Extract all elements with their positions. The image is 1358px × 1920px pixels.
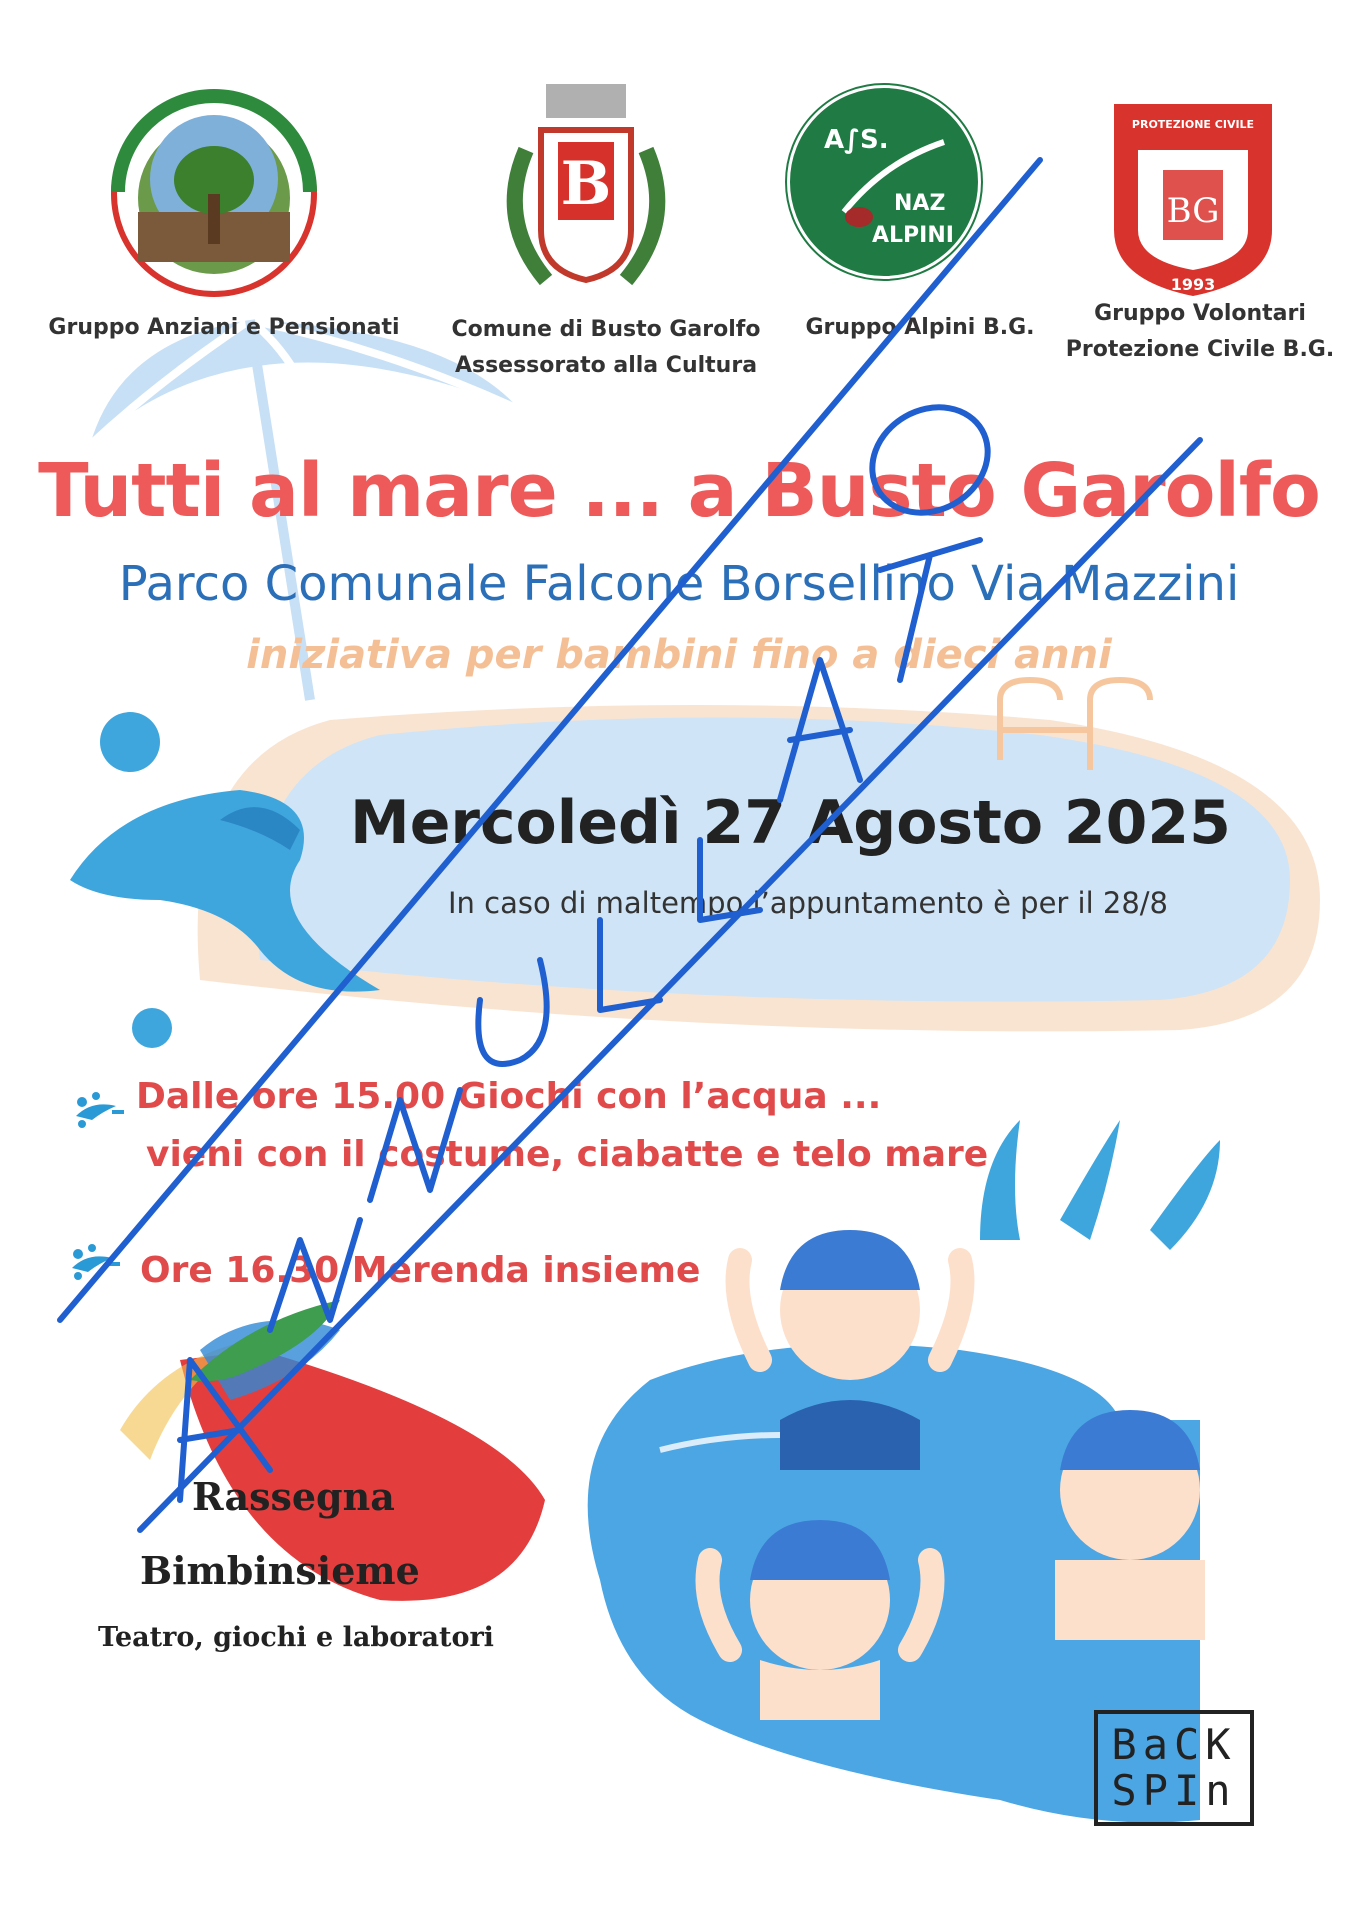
caption-line: Gruppo Volontari bbox=[1094, 301, 1306, 326]
caption-line: Comune di Busto Garolfo bbox=[451, 317, 761, 342]
caption-line: Gruppo Anziani e Pensionati bbox=[48, 315, 400, 340]
event-title: Tutti al mare ... a Busto Garolfo bbox=[38, 448, 1320, 534]
svg-text:BG: BG bbox=[1166, 191, 1220, 231]
protezione-civile-logo bbox=[1108, 100, 1278, 300]
logo-caption-comune bbox=[436, 312, 776, 384]
svg-text:NAZ: NAZ bbox=[894, 191, 946, 216]
rassegna-line-2: Bimbinsieme bbox=[140, 1548, 420, 1593]
backspin-line-2: SPIn bbox=[1111, 1766, 1237, 1815]
water-splash-icon bbox=[72, 1090, 128, 1130]
event-tagline: iniziativa per bambini fino a dieci anni bbox=[246, 632, 1112, 678]
logo-caption-anziani bbox=[44, 310, 404, 346]
caption-line: Protezione Civile B.G. bbox=[1065, 337, 1335, 362]
svg-text:A∫S.: A∫S. bbox=[824, 125, 889, 155]
caption-line: Assessorato alla Cultura bbox=[454, 353, 758, 378]
program-item-2-line-1: Ore 16.30 Merenda insieme bbox=[140, 1250, 701, 1291]
weather-note: In caso di maltempo l’appuntamento è per il 28/8 bbox=[448, 886, 1169, 920]
event-date: Mercoledì 27 Agosto 2025 bbox=[350, 788, 1231, 858]
water-splash-icon bbox=[68, 1242, 124, 1282]
caption-line: Gruppo Alpini B.G. bbox=[805, 315, 1035, 340]
alpini-logo bbox=[784, 82, 984, 282]
rassegna-line-3: Teatro, giochi e laboratori bbox=[98, 1622, 494, 1653]
founding-year: 1993 bbox=[1170, 275, 1216, 294]
anziani-pensionati-logo bbox=[104, 84, 324, 304]
coat-of-arms-letter: B bbox=[560, 149, 612, 219]
event-location: Parco Comunale Falcone Borsellino Via Mazzini bbox=[118, 556, 1240, 612]
program-item-1-line-1: Dalle ore 15.00 Giochi con l’acqua ... bbox=[136, 1076, 882, 1117]
logo-caption-protezione bbox=[1050, 296, 1350, 368]
backspin-logo bbox=[1094, 1710, 1254, 1826]
svg-text:ALPINI: ALPINI bbox=[872, 223, 954, 248]
rassegna-line-1: Rassegna bbox=[192, 1474, 395, 1519]
program-item-1-line-2: vieni con il costume, ciabatte e telo mare bbox=[146, 1134, 989, 1175]
logo-caption-alpini bbox=[800, 310, 1040, 346]
backspin-line-1: BaCK bbox=[1111, 1720, 1237, 1769]
svg-text:PROTEZIONE CIVILE: PROTEZIONE CIVILE bbox=[1131, 118, 1255, 131]
comune-coat-of-arms-logo bbox=[486, 80, 686, 300]
